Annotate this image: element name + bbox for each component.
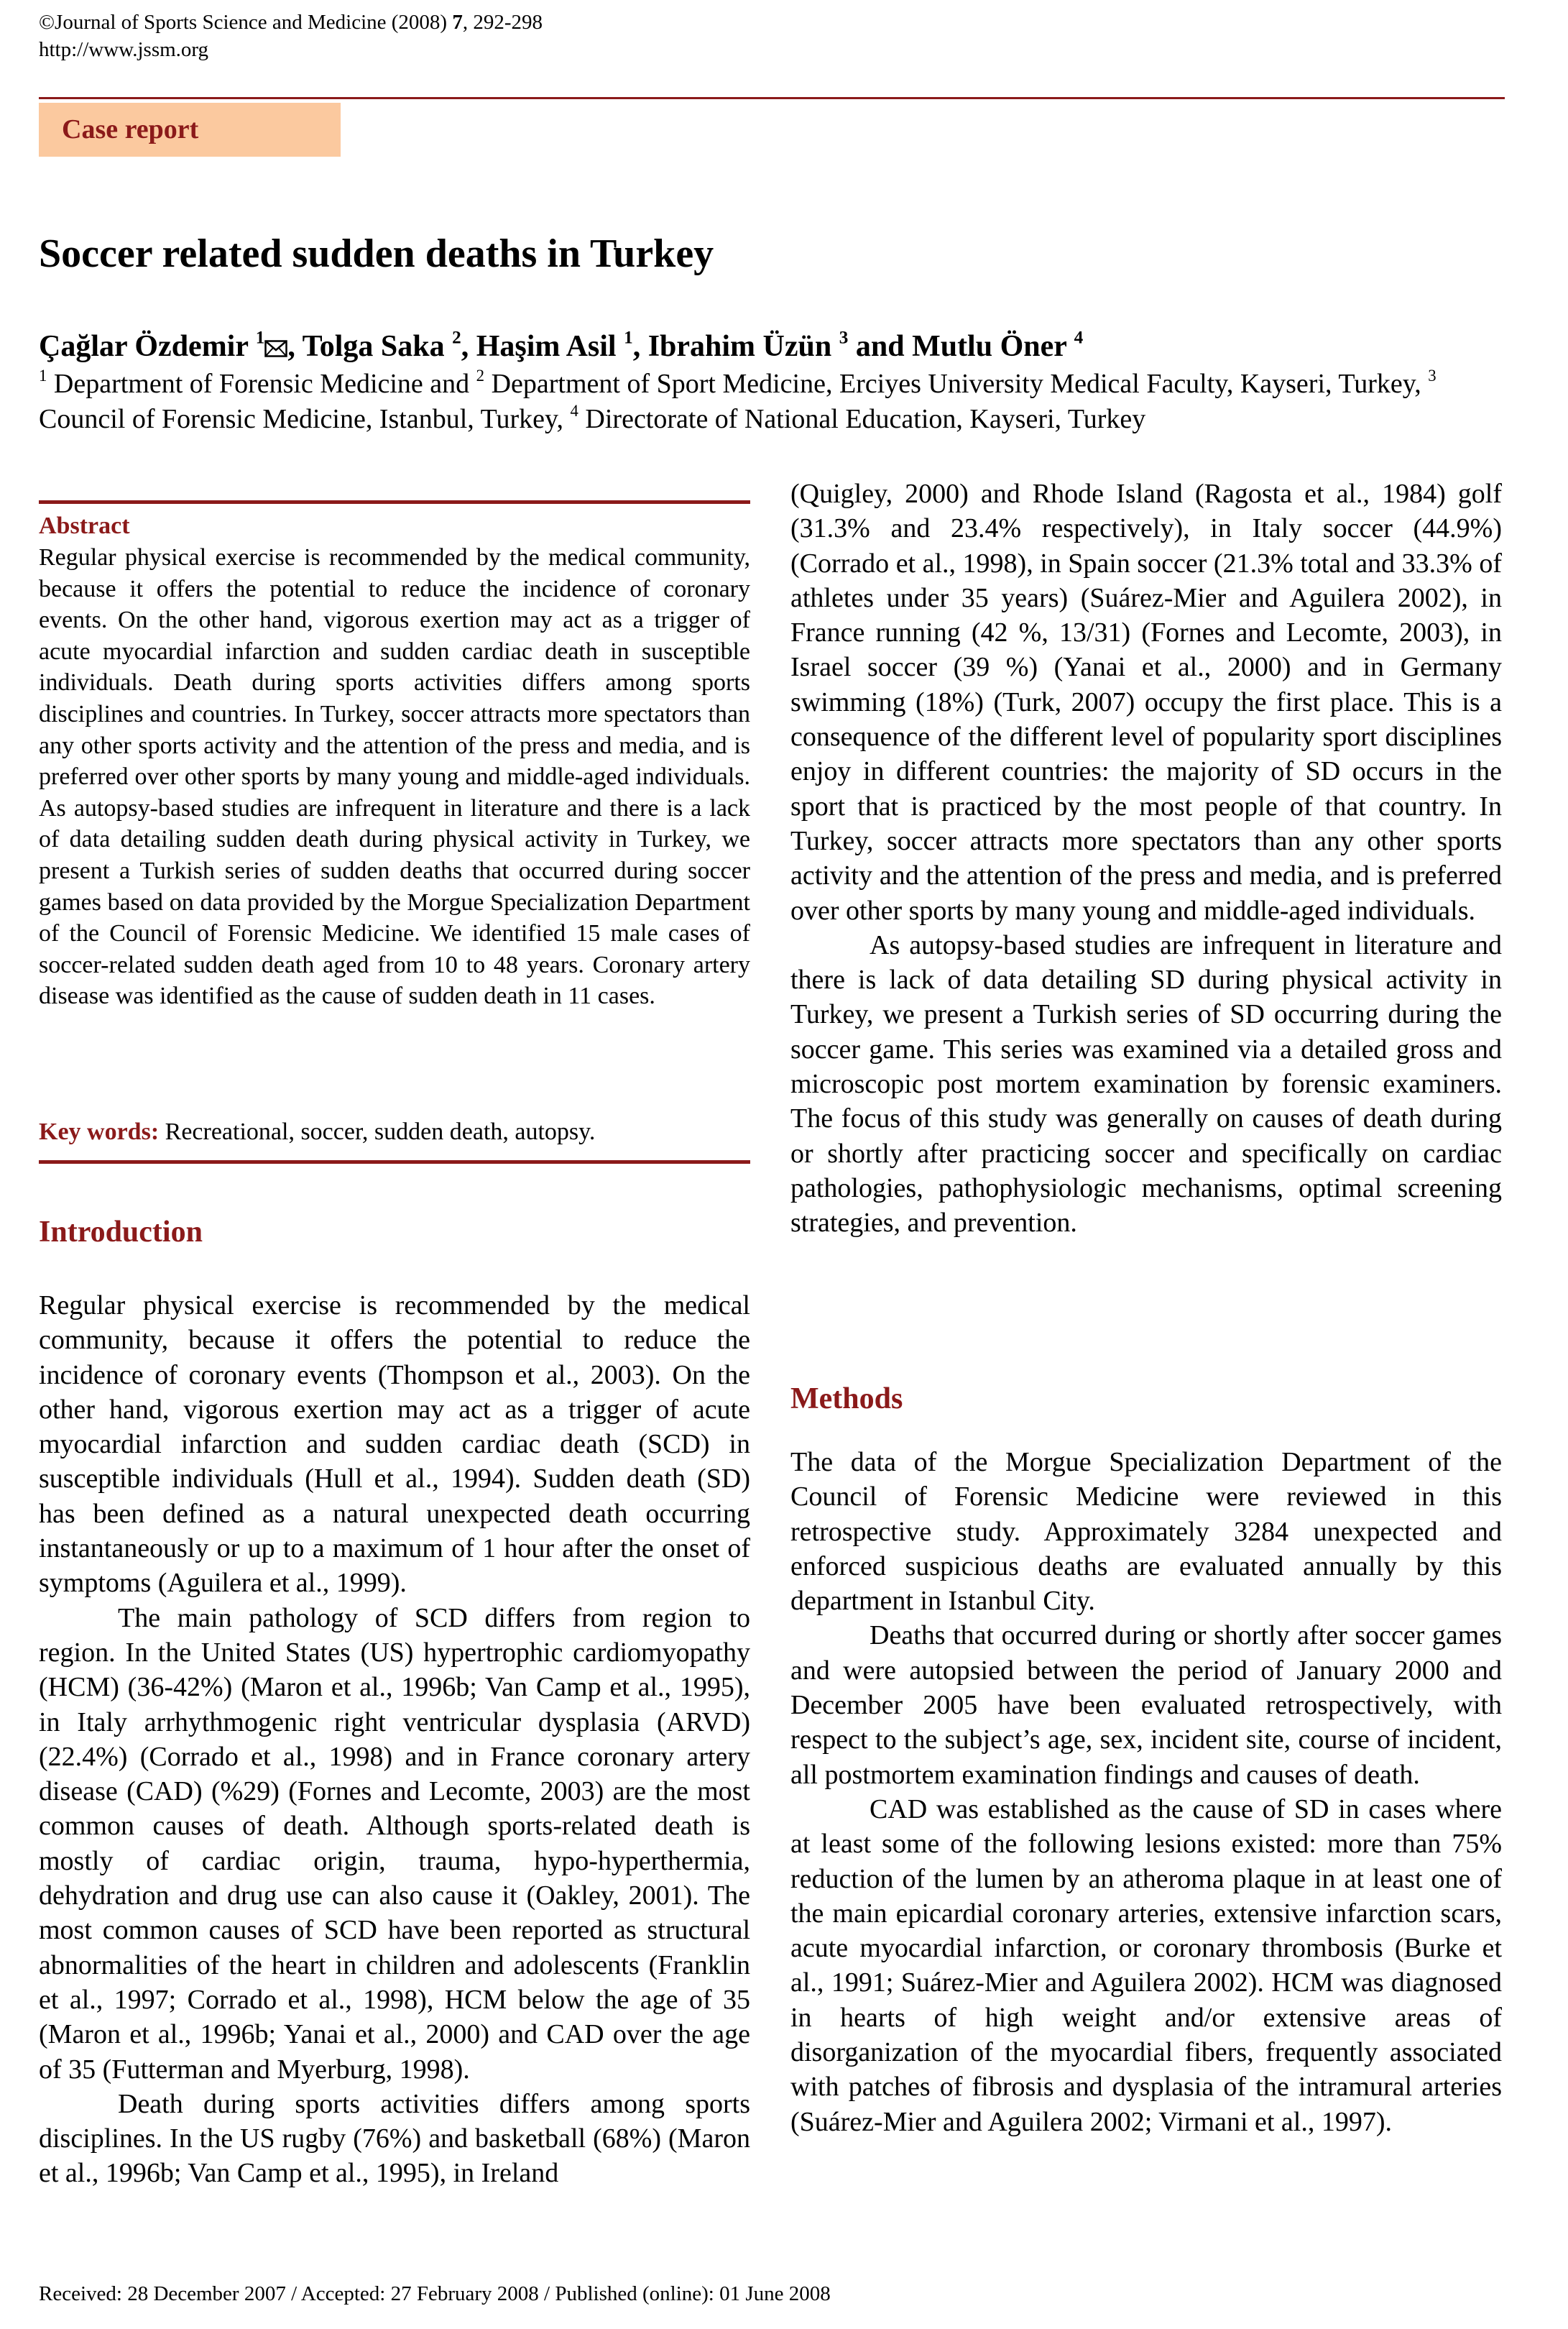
methods-heading: Methods [790,1382,903,1415]
article-title: Soccer related sudden deaths in Turkey [39,231,714,276]
masthead [39,9,543,63]
intro-paragraph-1: Regular physical exercise is recommended by the medical community, because it offers the potential to reduce the incidence of coronary events (Thompson et al., 2003). On the other hand, vigorous exertion may act as a trigger of acute myocardial infarction and sudden cardiac death (SCD) in susceptible individuals (Hull et al., 1994). Sudden death (SD) has been defined as a natural unexpected death occurring instantaneously or up to a maximum of 1 hour after the onset of symptoms (Aguilera et al., 1999). [39,1290,750,1599]
author-name: Haşim Asil [476,330,617,363]
abstract [39,510,750,1012]
methods-body [790,1445,1502,2139]
author-affiliation-mark: 1 [624,328,633,348]
intro-paragraph-4: As autopsy-based studies are infrequent in literature and there is lack of data detailing SD during physical activity in Turkey, we present a Turkish series of SD occurring during the soccer game. This series was examined via a detailed gross and microscopic post mortem examination by forensic examiners. The focus of this study was generally on causes of death during or shortly after practicing soccer and specifically on cardiac pathologies, pathophysiologic mechanisms, optimal screening strategies, and prevention. [790,929,1502,1239]
keywords-label: Key words: [39,1118,160,1145]
affiliation-text: Department of Sport Medicine, Erciyes University Medical Faculty, Kayseri, Turkey, [484,369,1429,399]
envelope-icon[interactable] [264,340,287,357]
author-name: Mutlu Öner [912,330,1067,363]
right-column-body [790,477,1502,1241]
left-column-body [39,1288,750,2191]
author-affiliation-mark: 2 [452,328,461,348]
publication-dates: Received: 28 December 2007 / Accepted: 27 February 2008 / Published (online): 01 June 2008 [39,2282,831,2305]
abstract-text: Regular physical exercise is recommended by the medical community, because it offers the potential to reduce the incidence of coronary events. On the other hand, vigorous exertion may act as a trigger of acute myocardial infarction and sudden cardiac death in susceptible individuals. Death during sports activities differs among sports disciplines and countries. In Turkey, soccer attracts more spectators than any other sports activity and the attention of the press and media, and is preferred over other sports by many young and middle-aged individuals. As autopsy-based studies are infrequent in literature and there is a lack of data detailing sudden death during physical activity in Turkey, we present a Turkish series of sudden deaths that occurred during soccer games based on data provided by the Morgue Specialization Department of the Council of Forensic Medicine. We identified 15 male cases of soccer-related sudden death aged from 10 to 48 years. Coronary artery disease was identified as the cause of sudden death in 11 cases. [39,544,750,1010]
abstract-bottom-rule [39,1160,750,1164]
abstract-heading: Abstract [39,513,130,539]
introduction-heading: Introduction [39,1216,203,1249]
affiliation-text: Council of Forensic Medicine, Istanbul, Turkey, [39,404,571,434]
affiliations: $^1$ Department of Forensic Medicine and $^2$ Department of Sport Medicine, Erciyes University Medical Faculty, Kayseri, Turkey, $^3$ Council of Forensic Medicine, Istanbul, Turkey, $^4$ Directorate of National Education, Kayseri, Turkey [39,367,1436,434]
methods-paragraph-1: The data of the Morgue Specialization Department of the Council of Forensic Medicine were reviewed in this retrospective study. Approximately 3284 unexpected and enforced suspicious deaths are evaluated annually by this department in Istanbul City. [790,1447,1502,1617]
journal-url[interactable]: http://www.jssm.org [39,38,209,61]
methods-paragraph-2: Deaths that occurred during or shortly after soccer games and were autopsied between the period of January 2000 and December 2005 have been evaluated retrospectively, with respect to the subject’s age, sex, incident site, course of incident, all postmortem examination findings and causes of death. [790,1620,1502,1790]
author-name: Çağlar Özdemir [39,330,249,363]
author-affiliation-mark: 3 [839,328,849,348]
author-name: Ibrahim Üzün [647,330,832,363]
affiliation-text: Department of Forensic Medicine and [47,369,476,399]
author-affiliation-mark: 4 [1074,328,1084,348]
header-rule [39,97,1505,99]
affiliation-text: Directorate of National Education, Kayseri, Turkey [578,404,1146,434]
keywords [39,1116,595,1148]
author-affiliation-mark: 1 [255,328,265,348]
keywords-text: Recreational, soccer, sudden death, autopsy. [159,1118,596,1145]
intro-paragraph-3-continued: (Quigley, 2000) and Rhode Island (Ragosta et al., 1984) golf (31.3% and 23.4% respectively), in Italy soccer (44.9%) (Corrado et al., 1998), in Spain soccer (21.3% total and 33.3% of athletes under 35 years) (Suárez-Mier and Aguilera 2002), in France running (42 %, 13/31) (Fornes and Lecomte, 2003), in Israel soccer (39 %) (Yanai et al., 2000) and in Germany swimming (18%) (Turk, 2007) occupy the first place. This is a consequence of the different level of popularity sport disciplines enjoy in different countries: the majority of SD occurs in the sport that is practiced by the most people of that country. In Turkey, soccer attracts more spectators than any other sports activity and the attention of the press and media, and is preferred over other sports by many young and middle-aged individuals. [790,479,1502,926]
methods-paragraph-3: CAD was established as the cause of SD in cases where at least some of the following lesions existed: more than 75% reduction of the lumen by an atheroma plaque in at least one of the main epicardial coronary arteries, extensive infarction scars, acute myocardial infarction, or coronary thrombosis (Burke et al., 1991; Suárez-Mier and Aguilera 2002). HCM was diagnosed in hearts of high weight and/or extensive areas of disorganization of the myocardial fibers, frequently associated with patches of fibrosis and dysplasia of the intramural arteries (Suárez-Mier and Aguilera 2002; Virmani et al., 1997). [790,1793,1502,2137]
abstract-top-rule [39,500,750,504]
article-type-badge: Case report [39,103,341,157]
journal-citation: ©Journal of Sports Science and Medicine (2008) 7, 292-298 [39,11,543,34]
author-name: Tolga Saka [302,330,445,363]
journal-volume: 7 [452,11,463,34]
author-list: Çağlar Özdemir $^1$ , Tolga Saka $^2$, Haşim Asil $^1$, Ibrahim Üzün $^3$ and Mutlu Öner $^4$ [39,328,1084,363]
intro-paragraph-3: Death during sports activities differs among sports disciplines. In the US rugby (76%) and basketball (68%) (Maron et al., 1996b; Van Camp et al., 1995), in Ireland [39,2088,750,2189]
intro-paragraph-2: The main pathology of SCD differs from region to region. In the United States (US) hypertrophic cardiomyopathy (HCM) (36-42%) (Maron et al., 1996b; Van Camp et al., 1995), in Italy arrhythmogenic right ventricular dysplasia (ARVD) (22.4%) (Corrado et al., 1998) and in France coronary artery disease (CAD) (%29) (Fornes and Lecomte, 2003) are the most common causes of death. Although sports-related death is mostly of cardiac origin, trauma, hypo-hyperthermia, dehydration and drug use can also cause it (Oakley, 2001). The most common causes of SCD have been reported as structural abnormalities of the heart in children and adolescents (Franklin et al., 1997; Corrado et al., 1998), HCM below the age of 35 (Maron et al., 1996b; Yanai et al., 2000) and CAD over the age of 35 (Futterman and Myerburg, 1998). [39,1602,750,2085]
